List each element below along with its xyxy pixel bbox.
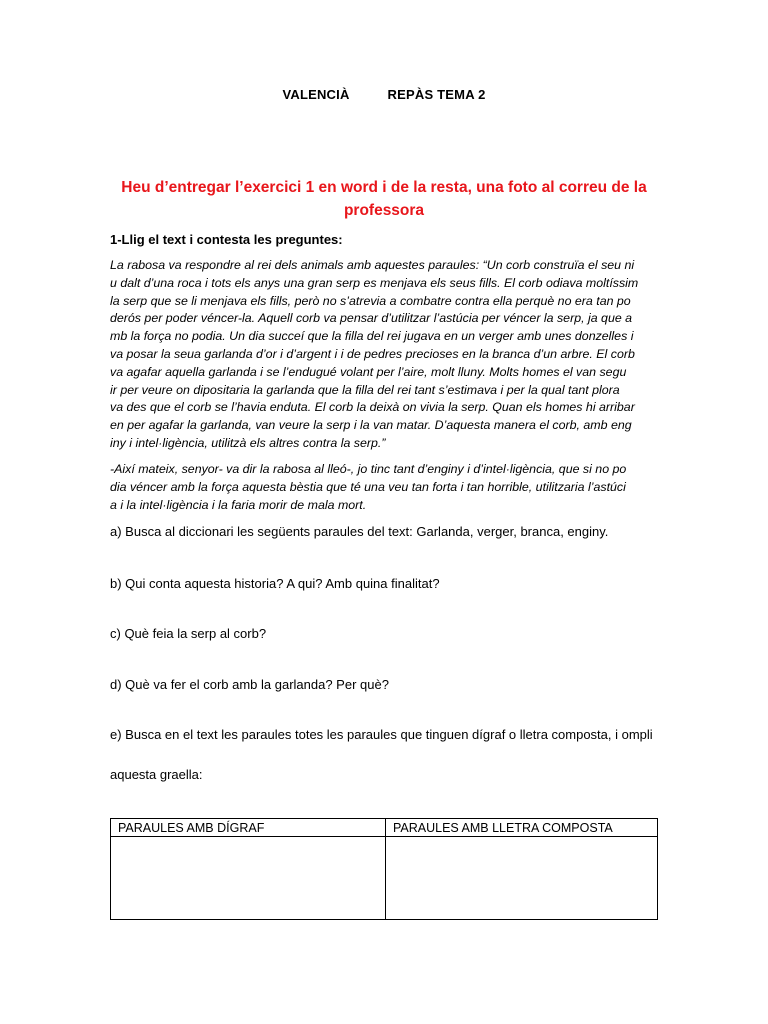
table-header-row bbox=[111, 819, 658, 837]
question-e: e) Busca en el text les paraules totes les paraules que tinguen dígraf o lletra composta, i ompli bbox=[110, 727, 653, 742]
passage-line: la serp que se li menjava els fills, però no s’atrevia a combatre contra ella perquè no era tan po bbox=[110, 293, 631, 308]
passage-line: derós per poder véncer-la. Aquell corb va pensar d’utilitzar l’astúcia per véncer la serp, ja que a bbox=[110, 311, 633, 326]
dialogue-line: dia véncer amb la força aquesta bèstia que té una veu tan forta i tan horrible, utilitzaria l’astúci bbox=[110, 479, 626, 494]
exercise-1-title: 1-Llig el text i contesta les preguntes: bbox=[110, 232, 343, 247]
passage-line: va agafar aquella garlanda i se l’endugué volant per l’aire, molt lluny. Molts homes el van segu bbox=[110, 364, 627, 379]
compound-letter-answer-cell[interactable] bbox=[386, 837, 658, 920]
table-row bbox=[111, 837, 658, 920]
passage-line: u dalt d’una roca i tots els anys una gran serp es menjava els seus fills. El corb odiava moltíssim bbox=[110, 275, 639, 290]
dialogue-line: -Així mateix, senyor- va dir la rabosa al lleó-, jo tinc tant d’enginy i d’intel·ligència, que si no po bbox=[110, 462, 627, 476]
digraph-answer-cell[interactable] bbox=[111, 837, 386, 920]
header-digraph: PARAULES AMB DÍGRAF bbox=[111, 819, 386, 837]
passage-line: en per agafar la garlanda, van veure la serp i la van matar. D’aquesta manera el corb, amb eng bbox=[110, 418, 632, 433]
passage-line: ir per veure on dipositaria la garlanda que la filla del rei tant s’estimava i per la qual tant plora bbox=[110, 382, 620, 397]
passage-line: mb la força no podia. Un dia succeí que la filla del rei jugava en un verger amb unes donzelles i bbox=[110, 329, 634, 344]
subject-title: VALENCIÀ bbox=[282, 87, 350, 102]
question-c: c) Què feia la serp al corb? bbox=[110, 626, 267, 641]
passage-line: va posar la seua garlanda d’or i d’argent i i de pedres precioses en la branca d’un arbre. El corb bbox=[110, 346, 635, 361]
dialogue-line: a i la intel·ligència i la faria morir de mala mort. bbox=[110, 497, 367, 512]
dialogue-passage bbox=[110, 461, 660, 514]
question-b: b) Qui conta aquesta historia? A qui? Amb quina finalitat? bbox=[110, 576, 440, 591]
reading-passage bbox=[110, 257, 660, 453]
passage-line: La rabosa va respondre al rei dels animals amb aquestes paraules: “Un corb construïa el seu ni bbox=[110, 258, 635, 272]
passage-line: va des que el corb se l’havia enduta. El corb la deixà on vivia la serp. Quan els homes hi arribar bbox=[110, 400, 635, 415]
question-d: d) Què va fer el corb amb la garlanda? Per què? bbox=[110, 677, 389, 692]
submission-notice: Heu d’entregar l’exercici 1 en word i de la resta, una foto al correu de la professora bbox=[121, 179, 647, 219]
header-compound-letter: PARAULES AMB LLETRA COMPOSTA bbox=[386, 819, 658, 837]
question-e-continuation: aquesta graella: bbox=[110, 767, 203, 782]
page-header bbox=[0, 87, 768, 102]
question-a: a) Busca al diccionari les següents paraules del text: Garlanda, verger, branca, enginy. bbox=[110, 524, 609, 539]
answer-table bbox=[110, 818, 658, 920]
passage-line: iny i intel·ligència, utilitzà els altres contra la serp.” bbox=[110, 435, 386, 450]
topic-title: REPÀS TEMA 2 bbox=[387, 87, 486, 102]
